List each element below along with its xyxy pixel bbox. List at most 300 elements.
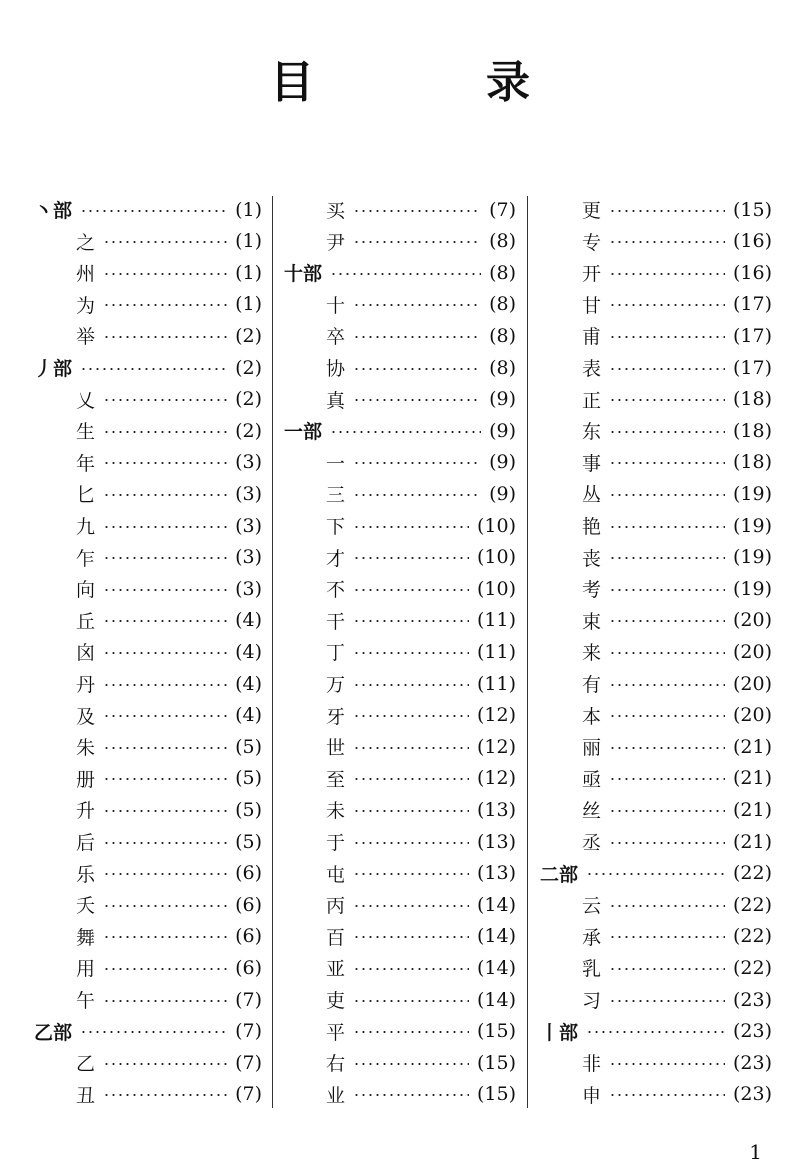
toc-char-entry [540,257,772,288]
dot-leader [103,1063,227,1065]
dot-leader [353,810,469,812]
entry-label: 年 [76,452,96,475]
dot-leader [80,368,227,370]
toc-radical-entry [284,415,516,446]
entry-label: 生 [76,421,96,444]
dot-leader [353,241,481,243]
entry-page-ref: (20) [732,609,772,632]
entry-label: 乍 [76,547,96,570]
toc-char-entry [34,605,262,636]
entry-page-ref: (4) [235,704,262,727]
entry-page-ref: (23) [732,1051,772,1074]
toc-char-entry [284,384,516,415]
dot-leader [103,873,227,875]
dot-leader [103,810,227,812]
dot-leader [103,304,227,306]
dot-leader [353,589,469,591]
entry-page-ref: (15) [476,1083,516,1106]
toc-char-entry [284,573,516,604]
entry-label: 非 [582,1053,602,1076]
dot-leader [80,210,227,212]
dot-leader [609,968,725,970]
entry-label: 习 [582,990,602,1012]
toc-char-entry [540,1079,772,1110]
toc-char-entry [284,921,516,952]
toc-char-entry [34,668,262,699]
entry-label: 甫 [582,326,602,349]
entry-page-ref: (19) [732,482,772,505]
toc-char-entry [540,510,772,541]
toc-radical-entry [34,1016,262,1047]
dot-leader [353,715,469,717]
dot-leader [103,494,227,496]
dot-leader [609,526,725,528]
entry-page-ref: (12) [476,704,516,727]
entry-page-ref: (10) [476,514,516,537]
toc-char-entry [34,826,262,857]
dot-leader [103,778,227,780]
toc-char-entry [540,352,772,383]
dot-leader [330,431,481,433]
entry-label: 本 [582,705,602,728]
entry-page-ref: (21) [732,798,772,821]
entry-page-ref: (9) [489,482,516,505]
toc-char-entry [34,889,262,920]
entry-page-ref: (9) [489,419,516,442]
entry-page-ref: (3) [235,482,262,505]
dot-leader [103,936,227,938]
entry-page-ref: (11) [476,640,516,663]
entry-label: 右 [326,1053,346,1076]
dot-leader [103,652,227,654]
entry-label: 东 [582,421,602,444]
dot-leader [609,905,725,907]
entry-label: 牙 [326,705,346,728]
dot-leader [103,842,227,844]
entry-label: 艳 [582,516,602,538]
entry-label: 百 [326,926,346,949]
entry-label: 业 [326,1084,346,1107]
toc-char-entry [34,1079,262,1110]
dot-leader [353,399,481,401]
entry-label: 十 [326,294,346,317]
dot-leader [586,1031,725,1033]
entry-label: 卒 [326,326,346,349]
entry-label: 朱 [76,737,96,760]
entry-page-ref: (7) [235,1020,262,1043]
dot-leader [103,462,227,464]
entry-label: 考 [582,579,602,602]
toc-char-entry [284,289,516,320]
toc-char-entry [34,573,262,604]
entry-label: 不 [326,579,346,602]
entry-label: 丿部 [34,358,73,380]
entry-label: 表 [582,358,602,380]
entry-page-ref: (19) [732,514,772,537]
toc-char-entry [34,731,262,762]
toc-char-entry [34,636,262,667]
dot-leader [353,336,481,338]
entry-page-ref: (4) [235,640,262,663]
dot-leader [609,368,725,370]
toc-char-entry [540,984,772,1015]
entry-label: 后 [76,832,96,854]
dot-leader [103,715,227,717]
entry-label: 世 [326,737,346,760]
entry-label: 舞 [76,926,96,949]
dot-leader [353,1094,469,1096]
toc-char-entry [284,194,516,225]
entry-page-ref: (15) [476,1020,516,1043]
toc-char-entry [284,858,516,889]
toc-char-entry [34,320,262,351]
toc-char-entry [540,668,772,699]
entry-page-ref: (21) [732,735,772,758]
dot-leader [103,1000,227,1002]
toc-char-entry [284,226,516,257]
entry-label: 丙 [326,895,346,918]
entry-label: 平 [326,1021,346,1044]
toc-char-entry [34,921,262,952]
entry-label: 至 [326,768,346,791]
toc-char-entry [284,510,516,541]
entry-label: 为 [76,294,96,317]
dot-leader [353,684,469,686]
entry-label: 及 [76,705,96,728]
toc-char-entry [540,700,772,731]
entry-label: 真 [326,389,346,412]
entry-page-ref: (2) [235,388,262,411]
entry-label: 万 [326,674,346,696]
dot-leader [609,494,725,496]
entry-label: 束 [582,610,602,633]
dot-leader [609,842,725,844]
toc-char-entry [34,794,262,825]
entry-page-ref: (2) [235,419,262,442]
dot-leader [353,1063,469,1065]
entry-page-ref: (5) [235,735,262,758]
entry-label: 事 [582,452,602,475]
entry-label: 午 [76,990,96,1012]
dot-leader [609,652,725,654]
page-title: 目 录 [270,57,594,108]
dot-leader [586,873,725,875]
column-divider [527,196,528,1108]
dot-leader [609,747,725,749]
entry-page-ref: (20) [732,672,772,695]
dot-leader [609,810,725,812]
entry-label: 升 [76,800,96,823]
toc-char-entry [284,952,516,983]
dot-leader [103,589,227,591]
toc-char-entry [284,1047,516,1078]
dot-leader [609,210,725,212]
dot-leader [609,1000,725,1002]
toc-char-entry [284,478,516,509]
column-divider [272,196,273,1108]
dot-leader [103,747,227,749]
toc-char-entry [284,320,516,351]
toc-char-entry [34,226,262,257]
toc-radical-entry [284,257,516,288]
toc-char-entry [540,952,772,983]
entry-page-ref: (20) [732,640,772,663]
entry-label: 来 [582,642,602,665]
entry-label: 云 [582,895,602,918]
entry-page-ref: (2) [235,356,262,379]
toc-char-entry [284,447,516,478]
dot-leader [353,526,469,528]
toc-char-entry [34,257,262,288]
entry-page-ref: (7) [235,1051,262,1074]
dot-leader [609,589,725,591]
dot-leader [103,620,227,622]
entry-page-ref: (1) [235,230,262,253]
toc-char-entry [34,415,262,446]
entry-page-ref: (12) [476,767,516,790]
entry-page-ref: (4) [235,609,262,632]
entry-page-ref: (14) [476,893,516,916]
toc-char-entry [34,447,262,478]
toc-char-entry [284,668,516,699]
toc-char-entry [284,605,516,636]
dot-leader [103,336,227,338]
entry-page-ref: (21) [732,830,772,853]
entry-label: 买 [326,200,346,222]
toc-char-entry [540,447,772,478]
entry-page-ref: (11) [476,672,516,695]
dot-leader [353,1000,469,1002]
toc-char-entry [540,636,772,667]
toc-char-entry [34,289,262,320]
entry-page-ref: (13) [476,862,516,885]
dot-leader [353,936,469,938]
toc-char-entry [34,478,262,509]
dot-leader [103,1094,227,1096]
entry-page-ref: (22) [732,862,772,885]
entry-label: 亟 [582,768,602,791]
dot-leader [609,462,725,464]
entry-label: 之 [76,231,96,254]
toc-radical-entry [540,1016,772,1047]
entry-label: 囟 [76,642,96,665]
entry-page-ref: (14) [476,988,516,1011]
dot-leader [103,241,227,243]
entry-page-ref: (6) [235,893,262,916]
entry-label: 九 [76,516,96,538]
dot-leader [353,494,481,496]
dot-leader [609,778,725,780]
entry-label: 申 [582,1084,602,1107]
entry-label: 丨部 [540,1021,579,1044]
entry-page-ref: (8) [489,356,516,379]
entry-label: 丘 [76,610,96,633]
entry-page-ref: (3) [235,546,262,569]
entry-page-ref: (8) [489,293,516,316]
entry-label: 吏 [326,990,346,1012]
entry-label: 正 [582,389,602,412]
toc-char-entry [540,605,772,636]
entry-label: 二部 [540,863,579,886]
entry-page-ref: (22) [732,956,772,979]
entry-label: 一部 [284,421,323,444]
entry-label: 屯 [326,863,346,886]
entry-label: 未 [326,800,346,823]
toc-char-entry [34,858,262,889]
entry-page-ref: (1) [235,198,262,221]
entry-page-ref: (3) [235,451,262,474]
dot-leader [353,968,469,970]
entry-label: 丹 [76,674,96,696]
entry-page-ref: (5) [235,830,262,853]
dot-leader [353,842,469,844]
entry-page-ref: (22) [732,925,772,948]
entry-page-ref: (1) [235,261,262,284]
entry-page-ref: (19) [732,577,772,600]
toc-char-entry [284,700,516,731]
toc-char-entry [540,731,772,762]
dot-leader [353,210,481,212]
entry-label: 乂 [76,389,96,412]
toc-char-entry [34,952,262,983]
entry-page-ref: (16) [732,261,772,284]
entry-page-ref: (10) [476,546,516,569]
entry-page-ref: (3) [235,514,262,537]
dot-leader [609,620,725,622]
dot-leader [609,1094,725,1096]
entry-label: 乐 [76,863,96,886]
entry-label: 丝 [582,800,602,823]
dot-leader [353,778,469,780]
entry-page-ref: (5) [235,798,262,821]
toc-column-3 [540,194,772,1114]
entry-label: 于 [326,832,346,854]
dot-leader [103,273,227,275]
dot-leader [609,241,725,243]
dot-leader [609,399,725,401]
toc-radical-entry [34,352,262,383]
entry-label: 乳 [582,958,602,981]
entry-label: 承 [582,926,602,949]
toc-char-entry [284,1016,516,1047]
entry-label: 举 [76,326,96,349]
entry-label: 丑 [76,1084,96,1107]
dot-leader [353,747,469,749]
entry-label: 有 [582,674,602,696]
entry-label: 专 [582,231,602,254]
dot-leader [353,905,469,907]
toc-char-entry [284,826,516,857]
entry-label: 用 [76,958,96,981]
dot-leader [103,968,227,970]
dot-leader [353,368,481,370]
toc-char-entry [284,636,516,667]
entry-page-ref: (17) [732,293,772,316]
dot-leader [103,431,227,433]
dot-leader [80,1031,227,1033]
dot-leader [609,936,725,938]
entry-page-ref: (5) [235,767,262,790]
toc-radical-entry [34,194,262,225]
toc-char-entry [540,1047,772,1078]
entry-label: 才 [326,547,346,570]
entry-page-ref: (13) [476,798,516,821]
entry-page-ref: (18) [732,419,772,442]
dot-leader [353,873,469,875]
dot-leader [609,273,725,275]
dot-leader [609,557,725,559]
toc-char-entry [540,889,772,920]
toc-char-entry [540,826,772,857]
entry-page-ref: (7) [235,1083,262,1106]
dot-leader [609,1063,725,1065]
toc-char-entry [540,226,772,257]
toc-char-entry [540,921,772,952]
entry-page-ref: (12) [476,735,516,758]
entry-page-ref: (2) [235,324,262,347]
dot-leader [609,336,725,338]
toc-char-entry [284,889,516,920]
entry-page-ref: (17) [732,324,772,347]
entry-page-ref: (23) [732,1083,772,1106]
toc-column-1 [34,194,262,1114]
toc-char-entry [284,763,516,794]
toc-char-entry [284,731,516,762]
entry-page-ref: (9) [489,451,516,474]
toc-char-entry [284,984,516,1015]
dot-leader [353,620,469,622]
entry-label: 乙部 [34,1021,73,1044]
entry-page-ref: (15) [732,198,772,221]
dot-leader [609,715,725,717]
dot-leader [609,684,725,686]
entry-label: 册 [76,768,96,791]
entry-label: 丽 [582,737,602,760]
entry-page-ref: (6) [235,862,262,885]
entry-label: 丛 [582,484,602,507]
toc-char-entry [284,1079,516,1110]
entry-label: 尹 [326,231,346,254]
entry-page-ref: (20) [732,704,772,727]
dot-leader [103,526,227,528]
entry-label: 干 [326,610,346,633]
entry-label: 更 [582,200,602,222]
toc-char-entry [34,984,262,1015]
entry-label: 向 [76,579,96,602]
entry-page-ref: (4) [235,672,262,695]
toc-char-entry [34,542,262,573]
entry-page-ref: (6) [235,925,262,948]
entry-label: 乙 [76,1053,96,1076]
toc-column-2 [284,194,516,1114]
entry-label: 下 [326,516,346,538]
toc-char-entry [540,320,772,351]
toc-char-entry [540,794,772,825]
entry-page-ref: (8) [489,324,516,347]
entry-page-ref: (10) [476,577,516,600]
entry-page-ref: (11) [476,609,516,632]
entry-page-ref: (21) [732,767,772,790]
dot-leader [103,684,227,686]
entry-label: 甘 [582,294,602,317]
toc-char-entry [540,478,772,509]
entry-page-ref: (8) [489,230,516,253]
toc-char-entry [284,352,516,383]
toc-char-entry [284,794,516,825]
toc-char-entry [34,1047,262,1078]
entry-label: 开 [582,263,602,286]
dot-leader [353,1031,469,1033]
